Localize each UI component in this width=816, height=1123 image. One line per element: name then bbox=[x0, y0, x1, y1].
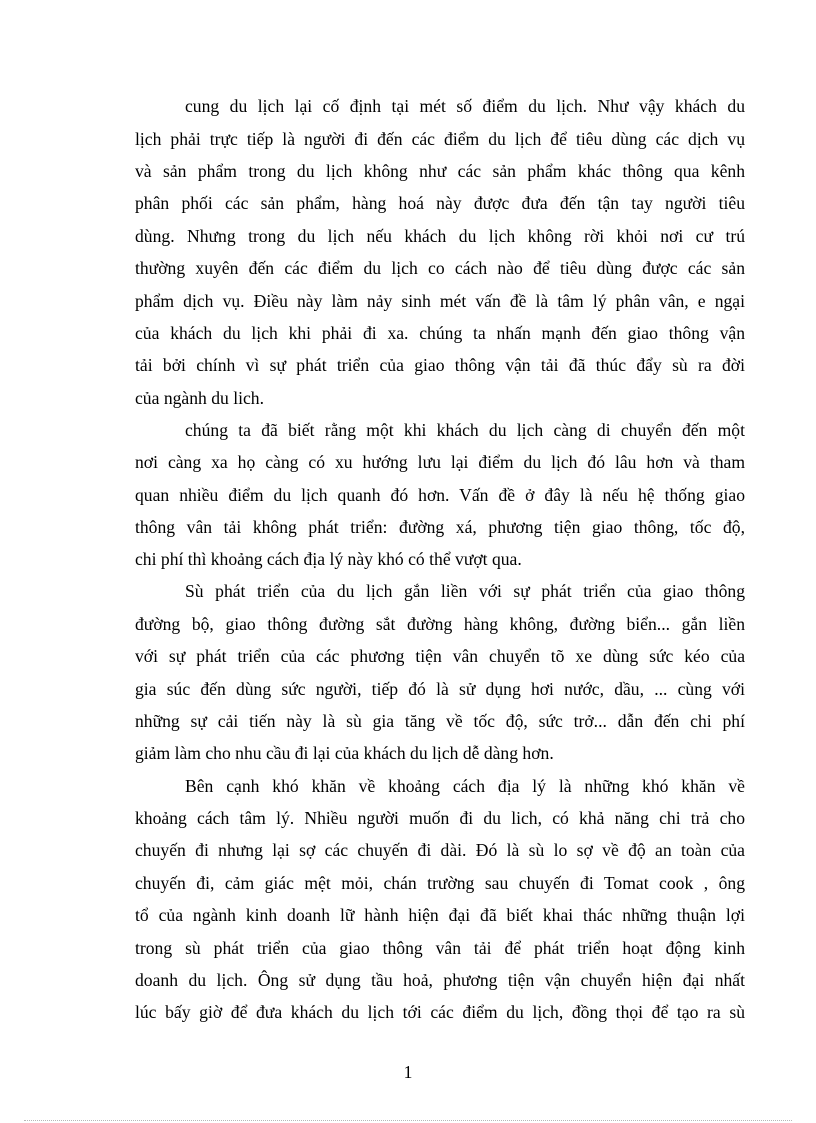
text-line: tổ của ngành kinh doanh lữ hành hiện đại đã biết khai thác những thuận lợi bbox=[135, 905, 745, 925]
page-number: 1 bbox=[403, 1062, 413, 1082]
text-line: và sản phẩm trong du lịch không như các sản phẩm khác thông qua kênh bbox=[135, 161, 745, 181]
text-line: tải bởi chính vì sự phát triển của giao thông vận tải đã thúc đẩy sù ra đời bbox=[135, 355, 745, 375]
text-line: chuyến đi nhưng lại sợ các chuyến đi dài. Đó là sù lo sợ về độ an toàn của bbox=[135, 840, 745, 860]
text-line: chúng ta đã biết rằng một khi khách du lịch càng di chuyển đến một bbox=[185, 420, 745, 440]
text-line: lúc bấy giờ để đưa khách du lịch tới các điểm du lịch, đồng thọi để tạo ra sù bbox=[135, 1002, 745, 1022]
text-line: những sự cải tiến này là sù gia tăng về tốc độ, sức trở... dẫn đến chi phí bbox=[135, 711, 745, 731]
text-line: phân phối các sản phẩm, hàng hoá này được đưa đến tận tay người tiêu bbox=[135, 193, 745, 213]
text-line: cung du lịch lại cố định tại mét số điểm du lịch. Như vậy khách du bbox=[185, 96, 745, 116]
text-line: Bên cạnh khó khăn về khoảng cách địa lý là những khó khăn về bbox=[185, 776, 745, 796]
text-line: quan nhiều điểm du lịch quanh đó hơn. Vấn đề ở đây là nếu hệ thống giao bbox=[135, 485, 745, 505]
text-line: giảm làm cho nhu cầu đi lại của khách du lịch dễ dàng hơn. bbox=[135, 743, 554, 763]
page-bottom-divider bbox=[24, 1120, 792, 1121]
text-line: thông vân tải không phát triển: đường xá, phương tiện giao thông, tốc độ, bbox=[135, 517, 745, 537]
text-line: lịch phải trực tiếp là người đi đến các điểm du lịch để tiêu dùng các dịch vụ bbox=[135, 129, 745, 149]
text-line: dùng. Nhưng trong du lịch nếu khách du lịch không rời khỏi nơi cư trú bbox=[135, 226, 745, 246]
text-line: Sù phát triển của du lịch gắn liền với sự phát triển của giao thông bbox=[185, 581, 745, 601]
text-line: nơi càng xa họ càng có xu hướng lưu lại điểm du lịch đó lâu hơn và tham bbox=[135, 452, 745, 472]
text-line: của khách du lịch khi phải đi xa. chúng ta nhấn mạnh đến giao thông vận bbox=[135, 323, 745, 343]
text-line: gia súc đến dùng sức người, tiếp đó là sử dụng hơi nước, dầu, ... cùng với bbox=[135, 679, 745, 699]
text-line: trong sù phát triển của giao thông vân tải để phát triển hoạt động kinh bbox=[135, 938, 745, 958]
text-line: với sự phát triển của các phương tiện vân chuyển tõ xe dùng sức kéo của bbox=[135, 646, 745, 666]
text-line: khoảng cách tâm lý. Nhiều người muốn đi du lich, có khả năng chi trả cho bbox=[135, 808, 745, 828]
text-line: của ngành du lich. bbox=[135, 388, 264, 408]
text-line: chuyến đi, cảm giác mệt mỏi, chán trường sau chuyến đi Tomat cook , ông bbox=[135, 873, 745, 893]
text-line: chi phí thì khoảng cách địa lý này khó có thể vượt qua. bbox=[135, 549, 522, 569]
text-line: phẩm dịch vụ. Điều này làm nảy sinh mét vấn đề là tâm lý phân vân, e ngại bbox=[135, 291, 745, 311]
text-line: thường xuyên đến các điểm du lịch co cách nào để tiêu dùng được các sản bbox=[135, 258, 745, 278]
text-line: đường bộ, giao thông đường sắt đường hàng không, đường biển... gắn liền bbox=[135, 614, 745, 634]
text-line: doanh du lịch. Ông sử dụng tầu hoả, phương tiện vận chuyển hiện đại nhất bbox=[135, 970, 745, 990]
